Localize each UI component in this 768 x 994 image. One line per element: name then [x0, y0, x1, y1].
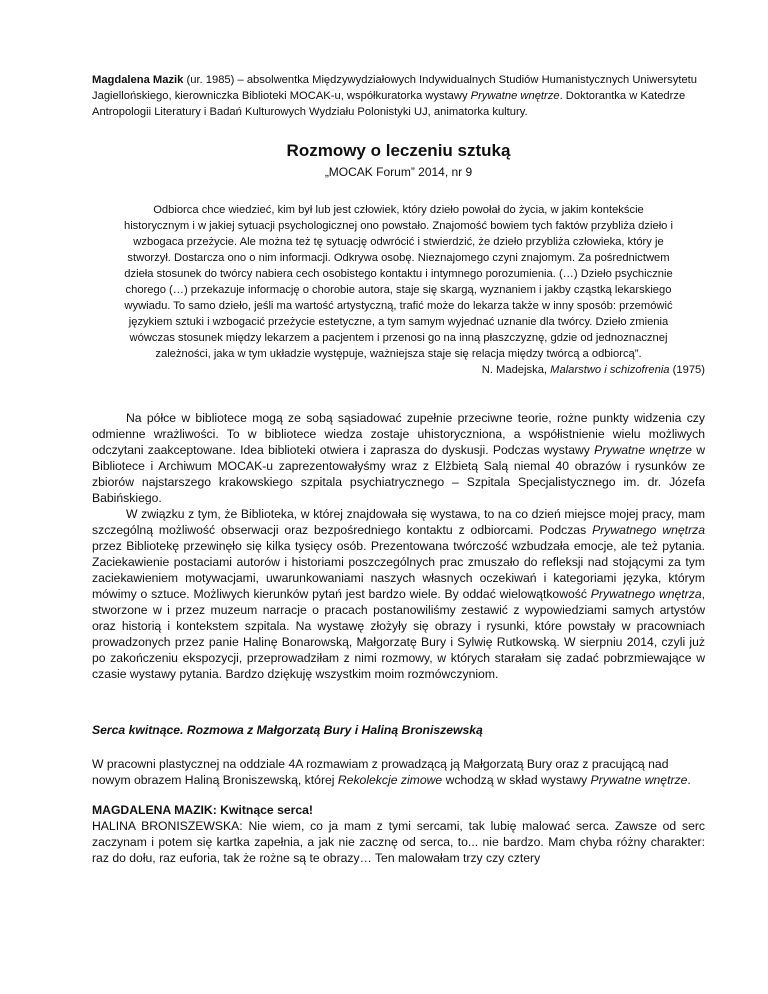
bio-exhibit-title: Prywatne wnętrze [470, 90, 560, 102]
text: W związku z tym, że Biblioteka, w której znajdowała się wystawa, to na co dzień miejsce mojej pracy, mam szczególną możliwość obserwacji oraz bezpośredniego kontaktu z odbiorcami. Podczas [92, 507, 705, 537]
epigraph-line: Odbiorca chce wiedzieć, kim był lub jest człowiek, który dzieło powołał do życia, w jakim kontekście [153, 204, 644, 216]
article-source: „MOCAK Forum” 2014, nr 9 [324, 165, 473, 179]
epigraph-line: stworzył. Dostarcza ono o nim informacji. Odkrywa osobę. Nieznajomego czyni znajomym. Za pośrednictwem [127, 252, 670, 264]
epigraph-line: zależności, jaka w tym układzie występuje, ważniejsza staje się relacja między twórcą a odbiorcą”. [155, 348, 642, 360]
epigraph-attribution [92, 362, 705, 378]
epigraph-year: (1975) [669, 364, 705, 376]
epigraph-line: dzieła stosunek do twórcy nabiera cech osobistego kontaktu i intymnego porozumienia. (…) Dzieło psychicznie [124, 268, 673, 280]
author-bio [92, 72, 705, 120]
text: wchodzą w skład wystawy [442, 773, 591, 787]
bio-text-end: . Doktorantka w Katedrze Antropologii Literatury i Badań Kulturowych Wydziału Polonistyki UJ, animatorka kultury. [92, 90, 686, 118]
epigraph-line: wzbogaca przeżycie. Ale można też tę sytuację odwrócić i stwierdzić, że dzieło przybliża człowieka, który je [133, 236, 664, 248]
italic-text: Prywatne wnętrze [594, 443, 692, 457]
interview-question: MAGDALENA MAZIK: Kwitnące serca! [92, 803, 313, 817]
italic-text: Prywatnego wnętrza [592, 523, 705, 537]
section-title: Serca kwitnące. Rozmowa z Małgorzatą Bury i Haliną Broniszewską [92, 723, 483, 737]
epigraph-line: wywiadu. To samo dzieło, jeśli ma wartość artystyczną, trafić może do lekarza także w inny sposób: przemówić [124, 300, 673, 312]
paragraph-1 [92, 410, 705, 506]
italic-text: Rekolekcje zimowe [337, 773, 443, 787]
epigraph-line: historycznym i w jakiej sytuacji psychologicznej ono powstało. Znajomość bowiem tych faktów przybliża dzieło i [123, 220, 674, 232]
epigraph-work: Malarstwo i schizofrenia [550, 364, 670, 376]
text: przez Bibliotekę przewinęło się kilka tysięcy osób. Prezentowana twórczość wzbudzała emocje, ale też pytania. Zaciekawienie postaciami autorów i historiami poszczególnych prac zmuszało do refleksji nad stojącymi za tym zaciekawieniem motywacjami, uwarunkowaniami naszych własnych oczekiwań i kategoriami języka, którym mówimy o sztuce. Możliwych kierunków pytań jest bardzo wiele. By oddać wielowątkowość [92, 539, 705, 601]
paragraph-2 [92, 506, 705, 682]
text: W pracowni plastycznej na oddziale 4A rozmawiam z prowadzącą ją Małgorzatą Bury oraz z pracującą nad nowym obrazem Haliną Broniszewską, której [92, 757, 669, 787]
italic-text: Prywatnego wnętrza [590, 587, 702, 601]
text: , stworzone w i przez muzeum narracje o pracach postanowiliśmy zestawić z wypowiedziami samych artystów oraz historią i kontekstem szpitala. Na wystawę złożyły się obrazy i rysunki, które powstały w pracowniach prowadzonych przez panie Halinę Bonarowską, Małgorzatę Bury i Sylwię Rutkowską. W sierpniu 2014, czyli już po zakończeniu ekspozycji, przeprowadziłam z nimi rozmowy, w których starałam się zadać pobrzmiewające w czasie wystawy pytania. Bardzo dziękuję wszystkim moim rozmówczyniom. [92, 587, 706, 681]
text: w Bibliotece i Archiwum MOCAK-u zaprezentowałyśmy wraz z Elżbietą Salą niemal 40 obrazów i rysunków ze zbiorów najstarszego krakowskiego szpitala psychiatrycznego – Szpitala Specjalistycznego im. dr. Józefa Babińskiego. [92, 443, 705, 505]
bio-text: (ur. 1985) – absolwentka Międzywydziałowych Indywidualnych Studiów Humanistycznych Uniwersytetu Jagiellońskiego, kierowniczka Biblioteki MOCAK-u, współkuratorka wystawy [92, 74, 698, 102]
interview-intro [92, 756, 705, 788]
article-body [92, 410, 705, 682]
text: . [687, 773, 691, 787]
epigraph-author: N. Madejska, [481, 364, 551, 376]
epigraph [92, 202, 705, 378]
article-title: Rozmowy o leczeniu sztuką [286, 141, 511, 160]
interview-answer: HALINA BRONISZEWSKA: Nie wiem, co ja mam z tymi sercami, tak lubię malować serca. Zawsze od serc zaczynam i potem się kartka zapełnia, a jak nie zacznę od serca, to... nie bardzo. Mam chyba różny charakter: raz do dołu, raz euforia, tak że rożne są te obrazy… Ten malowałam trzy czy cztery [92, 819, 705, 865]
epigraph-line: chorego (…) przekazuje informację o chorobie autora, staje się skargą, wyznaniem i jakby cząstką lekarskiego [125, 284, 672, 296]
text: Na półce w bibliotece mogą ze sobą sąsiadować zupełnie przeciwne teorie, rożne punkty widzenia czy odmienne wrażliwości. To w bibliotece wiedza zostaje uhistoryczniona, a współistnienie wielu możliwych odczytani zaakceptowane. Idea biblioteki otwiera i zaprasza do dyskusji. Podczas wystawy [92, 411, 705, 457]
bio-name: Magdalena Mazik [92, 74, 184, 86]
italic-text: Prywatne wnętrze [590, 773, 688, 787]
epigraph-line: wówczas stosunek między lekarzem a pacjentem i przenosi go na inną płaszczyznę, gdzie od jednoznacznej [129, 332, 668, 344]
epigraph-line: językiem sztuki i wzbogacić przeżycie estetyczne, a tym samym wyjednać uznanie dla twórcy. Dzieło zmienia [128, 316, 669, 328]
